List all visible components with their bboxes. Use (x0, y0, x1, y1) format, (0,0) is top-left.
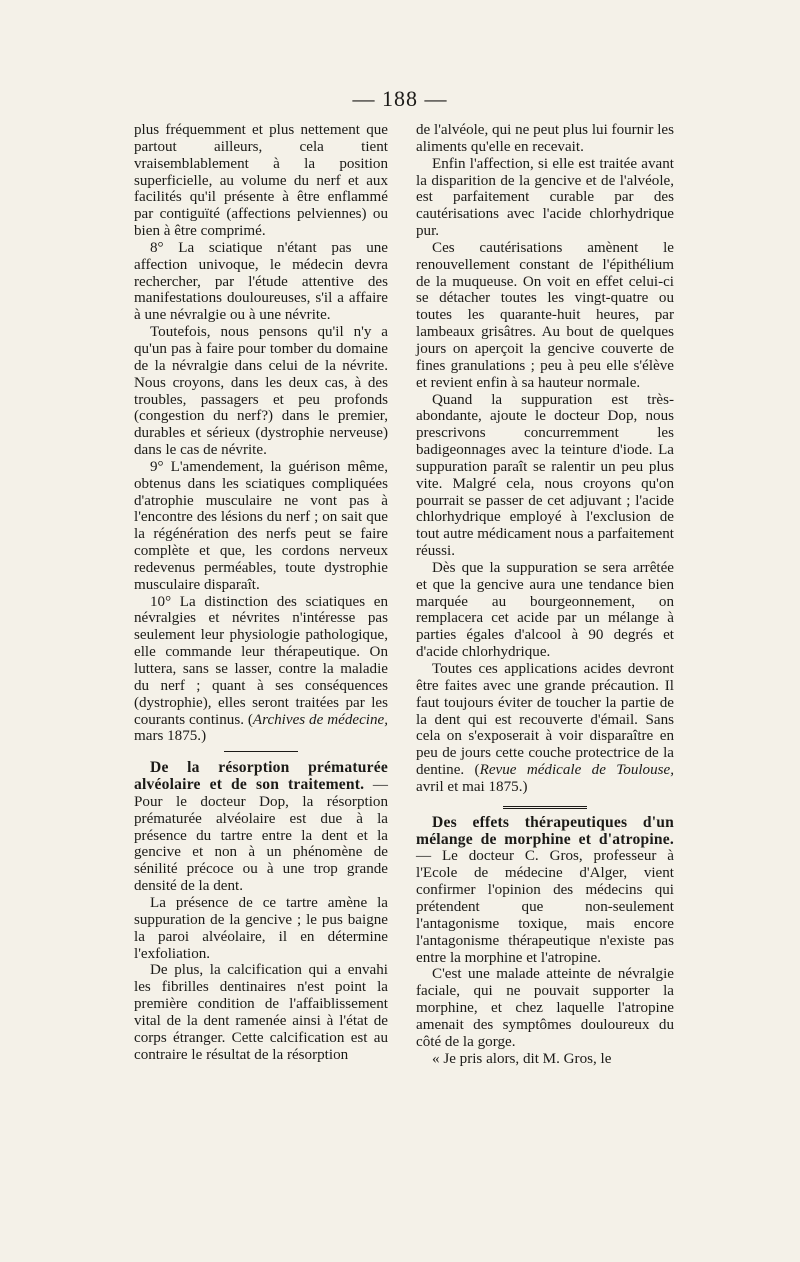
citation-source: Revue médicale de Toulouse, (479, 762, 674, 779)
paragraph-r2: Enfin l'affection, si elle est traitée avant la disparition de la gencive et de l'alvéole, est parfaitement curable par des cautérisations avec l'acide chlorhydrique pur. (416, 155, 674, 240)
paragraph-r1: de l'alvéole, qui ne peut plus lui fournir les aliments qu'elle en recevait. (416, 122, 674, 155)
paragraph-l5: 10° La distinction des sciatiques en névralgies et névrites n'intéresse pas seulement leur physiologie pathologique, elle commande leur thérapeutique. On luttera, sans se lasser, contre la maladie du nerf ; quant à ses conséquences (dystrophie), elles seront traitées par les courants continus. (Archives de médecine, mars 1875.) (134, 593, 388, 745)
citation-source: Archives de médecine, (252, 711, 388, 728)
article-morphine-intro: Des effets thérapeutiques d'un mélange de morphine et d'atropine. — Le docteur C. Gros, professeur à l'Ecole de médecine d'Alger, vient confirmer l'opinion des médecins qui prétendent que non-seulement l'antagonisme toxique, mais encore l'antagonisme thérapeutique n'existe pas entre la morphine et l'atropine. (416, 813, 674, 966)
paragraph-l4: 9° L'amendement, la guérison même, obtenus dans les sciatiques compliquées d'atrophie musculaire ne vont pas à l'encontre des lésions du nerf ; on sait que la régénération des nerfs peut se faire complète et que, les cordons nerveux redevenus perméables, toute dystrophie musculaire disparaît. (134, 458, 388, 593)
article-morphine-para-1: C'est une malade atteinte de névralgie faciale, qui ne pouvait supporter la morphine, et chez laquelle l'atropine amenait des symptômes douloureux du côté de la gorge. (416, 966, 674, 1050)
article-resorption-para-2: De plus, la calcification qui a envahi les fibrilles dentinaires n'est point la première condition de l'affaiblissement vital de la dent ramenée ainsi à l'état de corps étranger. Cette calcification est au contraire le résultat de la résorption (134, 962, 388, 1063)
article-morphine-para-2: « Je pris alors, dit M. Gros, le (432, 1050, 612, 1067)
left-column (134, 122, 388, 1063)
paragraph-r3: Ces cautérisations amènent le renouvellement constant de l'épithélium de la muqueuse. On voit en effet celui-ci se détacher toutes les vingt-quatre ou toutes les quarante-huit heures, par lambeaux grisâtres. Au bout de quelques jours on aperçoit la gencive couverte de fines granulations ; peu à peu elle s'élève et revient enfin à sa hauteur normale. (416, 239, 674, 391)
section-divider (224, 751, 298, 752)
paragraph-r6: Toutes ces applications acides devront être faites avec une grande précaution. Il faut toujours éviter de toucher la partie de la dent qui est recouverte d'émail. Sans cela on s'exposerait à voir disparaître en peu de jours cette couche protectrice de la dentine. (Revue médicale de Toulouse, avril et mai 1875.) (416, 661, 674, 795)
section-divider (503, 806, 587, 809)
article-heading: De la résorption prématurée alvéolaire et de son traitement. (134, 759, 388, 794)
article-heading: Des effets thérapeutiques d'un mélange de morphine et d'atropine. (416, 813, 674, 848)
article-resorption-para-1: La présence de ce tartre amène la suppuration de la gencive ; le pus baigne la paroi alvéolaire, il en détermine l'exfoliation. (134, 894, 388, 962)
article-resorption-intro: De la résorption prématurée alvéolaire et de son traitement. — Pour le docteur Dop, la résorption prématurée alvéolaire est due à la présence du tartre entre la dent et la gencive et non à un phénomène de sénilité précoce ou à une trop grande densité de la dent. (134, 759, 388, 895)
paragraph-l1: plus fréquemment et plus nettement que partout ailleurs, cela tient vraisemblablement à la position superficielle, au volume du nerf et aux facilités qu'il présente à être enflammé par contiguïté (affections pelviennes) ou bien à être comprimé. (134, 122, 388, 240)
right-column (416, 122, 674, 1067)
page-number: — 188 — (352, 86, 448, 111)
paragraph-l2: 8° La sciatique n'étant pas une affection univoque, le médecin devra rechercher, par l'étude attentive des manifestations douloureuses, s'il a affaire à une névralgie ou à une névrite. (134, 239, 388, 324)
paragraph-r4: Quand la suppuration est très-abondante, ajoute le docteur Dop, nous prescrivons concurremment les badigeonnages avec la teinture d'iode. La suppuration paraît se ralentir un peu plus vite. Malgré cela, nous croyons qu'on pourrait se passer de cet adjuvant ; l'acide chlorhydrique employé à l'exclusion de tout autre médicament nous a parfaitement réussi. (416, 391, 674, 560)
paragraph-r5: Dès que la suppuration se sera arrêtée et que la gencive aura une tendance bien marquée au bourgeonnement, on remplacera cet acide par un mélange à parties égales d'alcool à 90 degrés et d'acide chlorhydrique. (416, 559, 674, 661)
paragraph-l3: Toutefois, nous pensons qu'il n'y a qu'un pas à faire pour tomber du domaine de la névralgie dans celui de la névrite. Nous croyons, dans les deux cas, à des troubles, passagers et peu profonds (congestion du nerf?) dans le premier, durables et sérieux (dystrophie nerveuse) dans le cas de névrite. (134, 324, 388, 459)
